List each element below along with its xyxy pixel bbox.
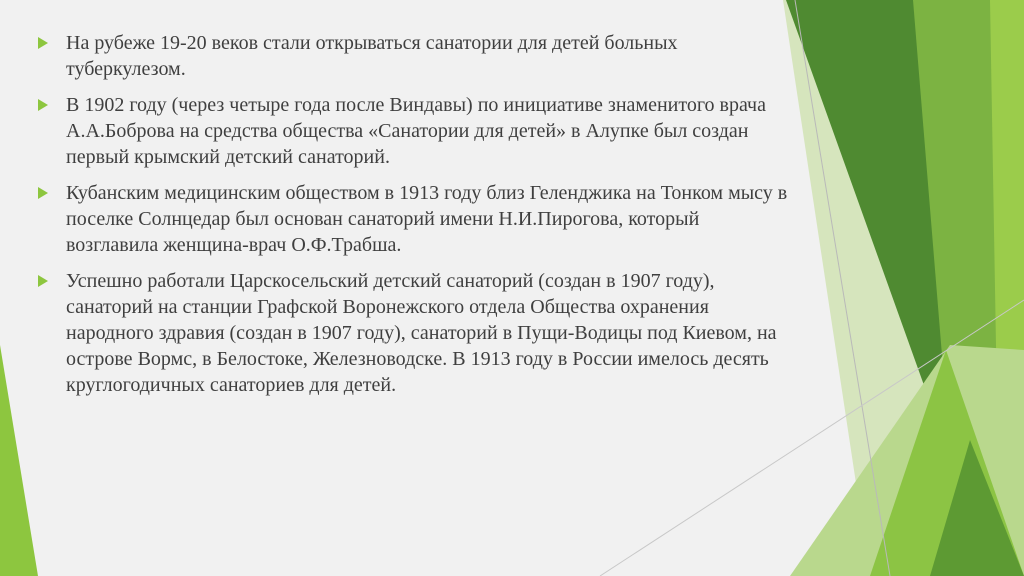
bullet-item — [38, 30, 788, 82]
text-content — [38, 30, 788, 408]
bullet-text: В 1902 году (через четыре года после Виндавы) по инициативе знаменитого врача А.А.Боброва на средства общества «Санатории для детей» в Алупке был создан первый крымский детский санаторий. — [66, 94, 766, 168]
bullet-item — [38, 92, 788, 170]
bullet-text: На рубеже 19-20 веков стали открываться санатории для детей больных туберкулезом. — [66, 32, 678, 80]
triangle-bullet-icon — [38, 187, 48, 199]
bullet-item — [38, 268, 788, 398]
triangle-bullet-icon — [38, 37, 48, 49]
left-green-wedge — [0, 345, 38, 576]
bullet-text: Кубанским медицинским обществом в 1913 году близ Геленджика на Тонком мысу в поселке Солнцедар был основан санаторий имени Н.И.Пирогова, который возглавила женщина-врач О.Ф.Трабша. — [66, 182, 788, 256]
bullet-text: Успешно работали Царскосельский детский санаторий (создан в 1907 году), санаторий на станции Графской Воронежского отдела Общества охранения народного здравия (создан в 1907 году), санаторий в Пущи-Водицы под Киевом, на острове Вормс, в Белостоке, Железноводске. В 1913 году в России имелось десять круглогодичных санаториев для детей. — [66, 270, 777, 396]
triangle-bullet-icon — [38, 275, 48, 287]
triangle-bullet-icon — [38, 99, 48, 111]
bullet-item — [38, 180, 788, 258]
bullet-list — [38, 30, 788, 398]
